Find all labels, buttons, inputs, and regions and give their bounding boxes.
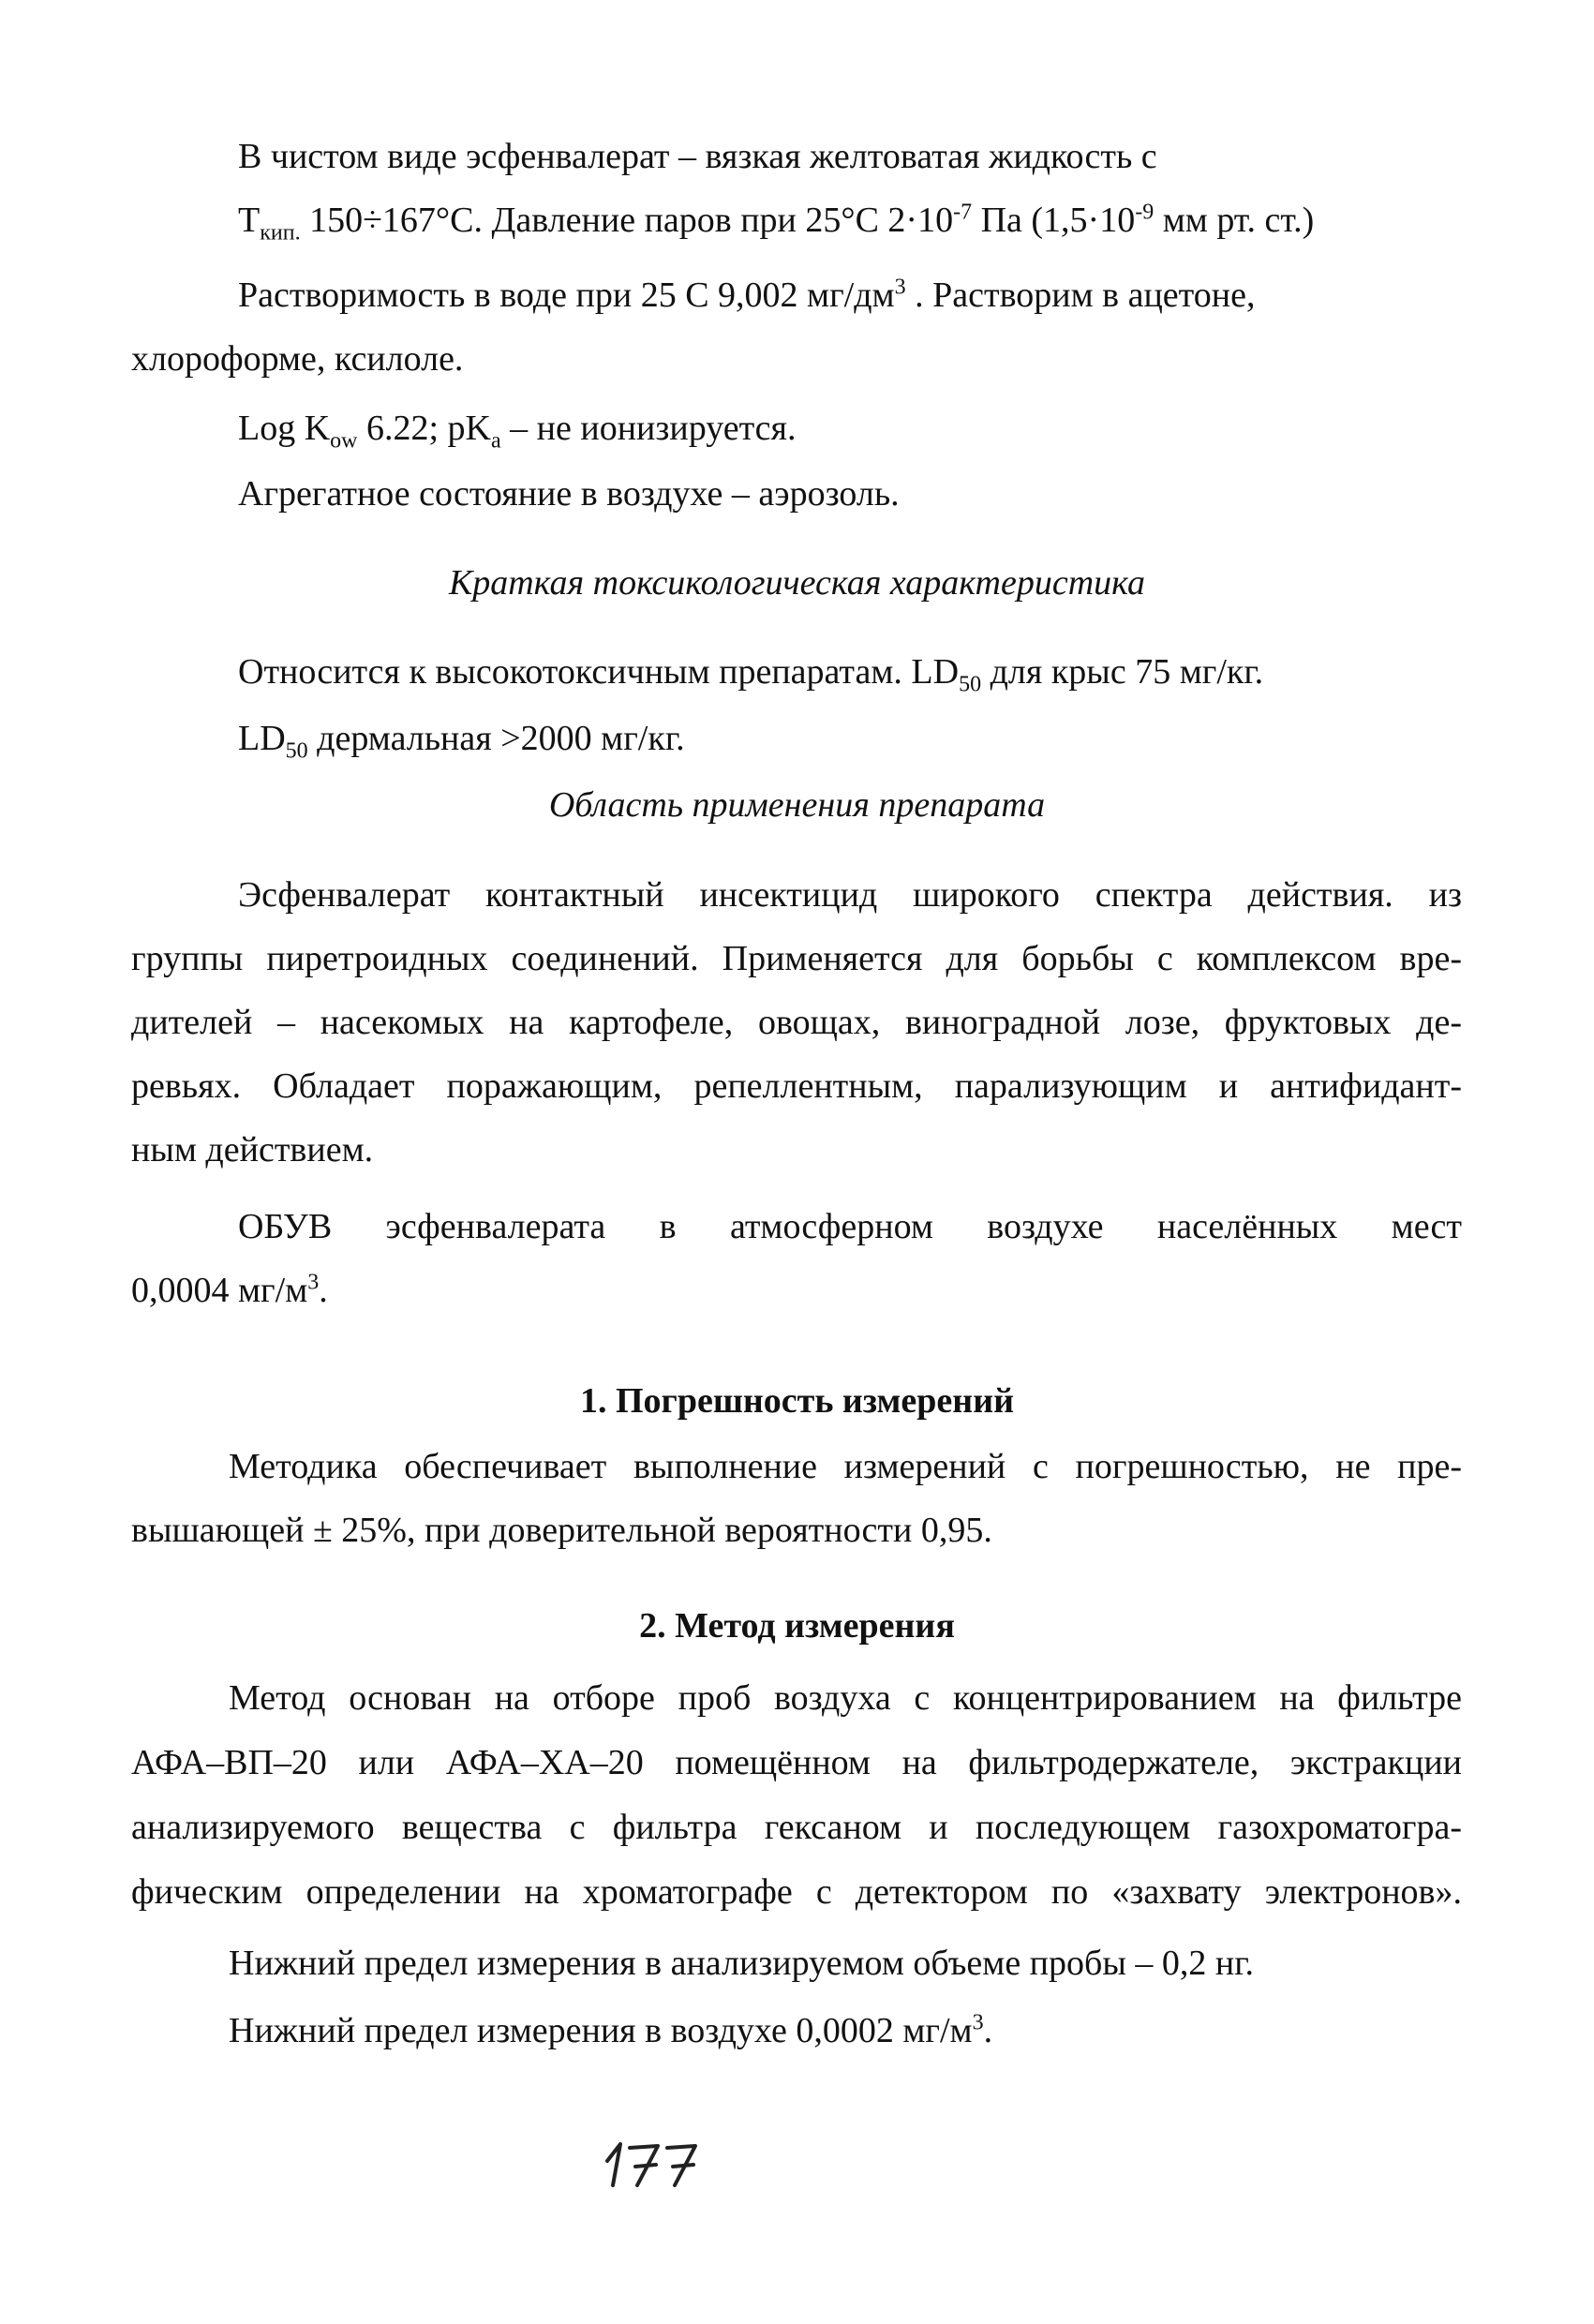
subscript: 50 <box>285 738 308 764</box>
text: . <box>319 1271 328 1310</box>
subscript: a <box>491 428 501 454</box>
application-p1-line-4: ревьях. Обладает поражающим, репеллентным, парализующим и антифидант- <box>131 1066 1462 1106</box>
boiling-point-line <box>238 197 1314 244</box>
property-line-1 <box>238 133 1157 180</box>
logk-line <box>238 405 797 452</box>
subscript: кип. <box>260 220 301 246</box>
section-1-heading: 1. Погрешность измерений <box>580 1381 1014 1421</box>
application-p2-line-1: ОБУВ эсфенвалерата в атмосферном воздухе населённых мест <box>238 1207 1462 1246</box>
text: Log K <box>238 409 331 448</box>
text: Растворимость в воде при 25 С 9,002 мг/дм <box>238 276 895 315</box>
text: 6.22; pK <box>357 409 491 448</box>
handwritten-page-number <box>600 2127 722 2193</box>
subscript: 50 <box>959 672 982 697</box>
tox-heading: Краткая токсикологическая характеристика <box>449 563 1145 603</box>
text: Нижний предел измерения в воздухе 0,0002 мг/м <box>229 2011 973 2050</box>
page-number <box>600 2127 722 2193</box>
section-2-heading: 2. Метод измерения <box>639 1606 955 1646</box>
application-p2-line-2 <box>131 1267 328 1314</box>
section-2-line-1: Метод основан на отборе проб воздуха с концентрированием на фильтре <box>229 1678 1462 1718</box>
text: . Растворим в ацетоне, <box>905 276 1256 315</box>
section-2-line-4: фическим определении на хроматографе с детектором по «захвату электронов». <box>131 1872 1462 1912</box>
text: Т <box>238 201 261 240</box>
text: Агрегатное состояние в воздухе – аэрозоль. <box>238 474 900 514</box>
text: мм рт. ст.) <box>1154 201 1315 240</box>
superscript: -9 <box>1135 200 1155 225</box>
section-2-line-6 <box>229 2007 992 2054</box>
text: хлороформе, ксилоле. <box>131 339 464 379</box>
section-2-line-3: анализируемого вещества с фильтра гексаном и последующем газохроматогра- <box>131 1808 1462 1847</box>
subscript: ow <box>330 428 358 454</box>
text: 0,0004 мг/м <box>131 1271 308 1310</box>
application-p1-line-1: Эсфенвалерат контактный инсектицид широкого спектра действия. из <box>238 875 1462 915</box>
section-2-line-5: Нижний предел измерения в анализируемом объеме пробы – 0,2 нг. <box>229 1944 1255 1983</box>
section-2-line-2: АФА–ВП–20 или АФА–ХА–20 помещённом на фильтродержателе, экстракции <box>131 1743 1462 1782</box>
superscript: 3 <box>972 2010 984 2035</box>
text: дермальная >2000 мг/кг. <box>307 719 685 758</box>
application-heading: Область применения препарата <box>548 785 1046 825</box>
section-1-line-2: вышающей ± 25%, при доверительной вероятности 0,95. <box>131 1511 992 1550</box>
section-1-line-1: Методика обеспечивает выполнение измерений с погрешностью, не пре- <box>229 1447 1462 1486</box>
solubility-line <box>238 272 1255 319</box>
application-p1-line-3: дителей – насекомых на картофеле, овощах, виноградной лозе, фруктовых де- <box>131 1003 1462 1042</box>
superscript: 3 <box>894 275 906 300</box>
superscript: 3 <box>307 1270 320 1295</box>
text: – не ионизируется. <box>500 409 797 448</box>
text: . <box>983 2011 993 2050</box>
text: В чистом виде эсфенвалерат – вязкая желтоватая жидкость с <box>238 137 1157 176</box>
text: Па (1,5·10 <box>972 201 1136 240</box>
text: для крыс 75 мг/кг. <box>981 652 1264 692</box>
aggregate-line <box>238 470 900 517</box>
tox-line-1 <box>238 648 1263 695</box>
text: LD <box>238 719 286 758</box>
text: 150÷167°С. Давление паров при 25°С 2·10 <box>300 201 954 240</box>
solubility-continuation <box>131 335 463 382</box>
application-p1-line-2: группы пиретроидных соединений. Применяется для борьбы с комплексом вре- <box>131 939 1462 978</box>
tox-line-2 <box>238 715 685 762</box>
superscript: -7 <box>953 200 973 225</box>
application-p1-line-5: ным действием. <box>131 1130 374 1169</box>
text: Относится к высокотоксичным препаратам. LD <box>238 652 960 692</box>
